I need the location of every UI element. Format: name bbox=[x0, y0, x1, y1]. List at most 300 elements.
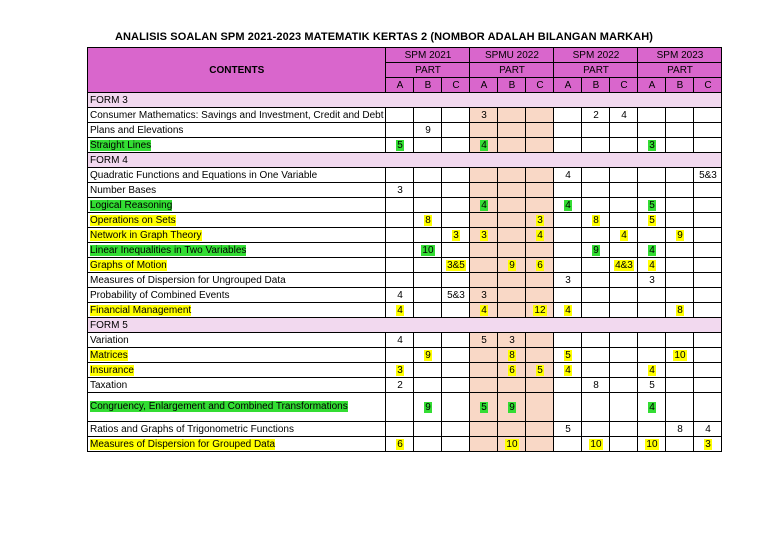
mark-cell bbox=[386, 378, 414, 393]
mark-cell bbox=[414, 243, 442, 258]
mark-cell bbox=[526, 393, 554, 422]
mark-cell bbox=[442, 348, 470, 363]
topic-cell bbox=[88, 378, 386, 393]
mark-cell bbox=[470, 303, 498, 318]
mark-cell bbox=[414, 228, 442, 243]
mark-cell bbox=[610, 228, 638, 243]
mark-cell bbox=[414, 333, 442, 348]
topic-cell bbox=[88, 273, 386, 288]
mark-cell bbox=[638, 168, 666, 183]
col-c-header: C bbox=[610, 78, 638, 93]
mark-value: 9 bbox=[425, 124, 431, 136]
mark-cell bbox=[414, 138, 442, 153]
mark-cell bbox=[498, 393, 526, 422]
mark-cell bbox=[582, 258, 610, 273]
mark-cell bbox=[414, 258, 442, 273]
mark-cell bbox=[666, 348, 694, 363]
col-a-header: A bbox=[638, 78, 666, 93]
mark-cell bbox=[442, 198, 470, 213]
mark-value: 3 bbox=[565, 274, 571, 286]
topic-cell bbox=[88, 228, 386, 243]
mark-cell bbox=[666, 273, 694, 288]
mark-cell bbox=[470, 108, 498, 123]
mark-cell bbox=[582, 138, 610, 153]
mark-cell bbox=[610, 378, 638, 393]
mark-cell bbox=[386, 138, 414, 153]
topic-label: Probability of Combined Events bbox=[90, 289, 230, 301]
mark-cell bbox=[386, 108, 414, 123]
mark-cell bbox=[386, 303, 414, 318]
mark-value: 8 bbox=[677, 304, 683, 316]
mark-cell bbox=[414, 393, 442, 422]
mark-cell bbox=[554, 258, 582, 273]
topic-label: Network in Graph Theory bbox=[90, 229, 202, 241]
analysis-table bbox=[87, 47, 722, 452]
mark-cell bbox=[610, 303, 638, 318]
mark-cell bbox=[526, 123, 554, 138]
topic-label: Quadratic Functions and Equations in One Variable bbox=[90, 169, 318, 181]
mark-cell bbox=[526, 273, 554, 288]
mark-cell bbox=[470, 393, 498, 422]
mark-cell bbox=[554, 183, 582, 198]
mark-value: 6 bbox=[509, 364, 515, 376]
mark-cell bbox=[638, 108, 666, 123]
mark-cell bbox=[554, 123, 582, 138]
mark-cell bbox=[610, 437, 638, 452]
mark-cell bbox=[498, 108, 526, 123]
table-row bbox=[88, 123, 722, 138]
mark-value: 5 bbox=[397, 139, 403, 151]
mark-cell bbox=[610, 213, 638, 228]
topic-cell bbox=[88, 437, 386, 452]
mark-value: 3 bbox=[705, 438, 711, 450]
mark-value: 3 bbox=[397, 184, 403, 196]
mark-cell bbox=[666, 123, 694, 138]
mark-cell bbox=[526, 183, 554, 198]
mark-value: 10 bbox=[590, 438, 602, 450]
mark-cell bbox=[694, 437, 722, 452]
mark-cell bbox=[666, 378, 694, 393]
part-header: PART bbox=[470, 63, 554, 78]
mark-cell bbox=[582, 378, 610, 393]
mark-cell bbox=[470, 138, 498, 153]
mark-cell bbox=[442, 273, 470, 288]
mark-cell bbox=[694, 228, 722, 243]
mark-cell bbox=[582, 183, 610, 198]
mark-cell bbox=[694, 288, 722, 303]
mark-cell bbox=[470, 228, 498, 243]
section-row bbox=[88, 318, 722, 333]
mark-cell bbox=[694, 243, 722, 258]
table-row bbox=[88, 273, 722, 288]
mark-cell bbox=[638, 437, 666, 452]
mark-cell bbox=[694, 393, 722, 422]
mark-cell bbox=[526, 258, 554, 273]
mark-cell bbox=[610, 123, 638, 138]
mark-cell bbox=[442, 378, 470, 393]
topic-label: Consumer Mathematics: Savings and Investment, Credit and Debt bbox=[90, 109, 384, 121]
mark-cell bbox=[414, 168, 442, 183]
mark-cell bbox=[694, 348, 722, 363]
mark-cell bbox=[666, 422, 694, 437]
year-header: SPM 2023 bbox=[638, 48, 722, 63]
mark-cell bbox=[386, 228, 414, 243]
topic-cell bbox=[88, 393, 386, 422]
mark-cell bbox=[498, 288, 526, 303]
page-title: ANALISIS SOALAN SPM 2021-2023 MATEMATIK KERTAS 2 (NOMBOR ADALAH BILANGAN MARKAH) bbox=[114, 31, 654, 43]
mark-value: 8 bbox=[593, 214, 599, 226]
mark-cell bbox=[414, 437, 442, 452]
mark-cell bbox=[610, 258, 638, 273]
mark-cell bbox=[386, 363, 414, 378]
mark-cell bbox=[582, 422, 610, 437]
mark-cell bbox=[442, 303, 470, 318]
mark-cell bbox=[470, 258, 498, 273]
mark-cell bbox=[498, 378, 526, 393]
part-header: PART bbox=[638, 63, 722, 78]
mark-cell bbox=[414, 348, 442, 363]
mark-cell bbox=[694, 258, 722, 273]
mark-value: 4 bbox=[537, 229, 543, 241]
topic-cell bbox=[88, 333, 386, 348]
mark-value: 3 bbox=[453, 229, 459, 241]
col-a-header: A bbox=[386, 78, 414, 93]
mark-cell bbox=[610, 138, 638, 153]
mark-value: 3 bbox=[537, 214, 543, 226]
mark-cell bbox=[666, 303, 694, 318]
mark-cell bbox=[610, 333, 638, 348]
mark-cell bbox=[498, 213, 526, 228]
mark-cell bbox=[526, 108, 554, 123]
mark-cell bbox=[470, 168, 498, 183]
mark-cell bbox=[694, 333, 722, 348]
mark-cell bbox=[554, 243, 582, 258]
mark-cell bbox=[638, 123, 666, 138]
mark-cell bbox=[442, 288, 470, 303]
mark-cell bbox=[694, 183, 722, 198]
mark-cell bbox=[638, 333, 666, 348]
mark-cell bbox=[582, 213, 610, 228]
table-row bbox=[88, 138, 722, 153]
mark-value: 2 bbox=[397, 379, 403, 391]
mark-cell bbox=[610, 198, 638, 213]
topic-label: Variation bbox=[90, 334, 129, 346]
topic-cell bbox=[88, 348, 386, 363]
mark-value: 4 bbox=[565, 169, 571, 181]
table-row bbox=[88, 437, 722, 452]
mark-cell bbox=[666, 108, 694, 123]
mark-value: 9 bbox=[509, 401, 515, 413]
mark-cell bbox=[666, 213, 694, 228]
mark-cell bbox=[694, 198, 722, 213]
mark-cell bbox=[582, 303, 610, 318]
mark-cell bbox=[498, 273, 526, 288]
mark-value: 5 bbox=[481, 401, 487, 413]
mark-cell bbox=[498, 348, 526, 363]
mark-cell bbox=[526, 303, 554, 318]
topic-cell bbox=[88, 422, 386, 437]
mark-value: 8 bbox=[425, 214, 431, 226]
mark-cell bbox=[414, 183, 442, 198]
mark-value: 3&5 bbox=[447, 259, 465, 271]
mark-value: 4 bbox=[481, 304, 487, 316]
mark-value: 4&3 bbox=[615, 259, 633, 271]
topic-label: Measures of Dispersion for Grouped Data bbox=[90, 438, 276, 450]
mark-value: 9 bbox=[425, 401, 431, 413]
mark-cell bbox=[582, 273, 610, 288]
mark-cell bbox=[694, 363, 722, 378]
table-row bbox=[88, 108, 722, 123]
col-c-header: C bbox=[442, 78, 470, 93]
mark-cell bbox=[694, 273, 722, 288]
mark-cell bbox=[666, 437, 694, 452]
mark-value: 9 bbox=[425, 349, 431, 361]
topic-cell bbox=[88, 168, 386, 183]
mark-cell bbox=[666, 183, 694, 198]
mark-cell bbox=[582, 333, 610, 348]
mark-cell bbox=[414, 363, 442, 378]
mark-cell bbox=[666, 258, 694, 273]
mark-cell bbox=[386, 393, 414, 422]
mark-cell bbox=[386, 422, 414, 437]
topic-label: Congruency, Enlargement and Combined Transformations bbox=[90, 401, 348, 412]
mark-cell bbox=[554, 168, 582, 183]
mark-cell bbox=[442, 333, 470, 348]
topic-cell bbox=[88, 198, 386, 213]
mark-cell bbox=[414, 108, 442, 123]
mark-cell bbox=[470, 348, 498, 363]
mark-cell bbox=[498, 138, 526, 153]
mark-cell bbox=[610, 183, 638, 198]
mark-cell bbox=[526, 213, 554, 228]
mark-cell bbox=[610, 288, 638, 303]
mark-value: 6 bbox=[397, 438, 403, 450]
mark-cell bbox=[414, 422, 442, 437]
topic-label: Taxation bbox=[90, 379, 128, 391]
topic-label: Measures of Dispersion for Ungrouped Data bbox=[90, 274, 286, 286]
mark-cell bbox=[470, 437, 498, 452]
mark-cell bbox=[470, 333, 498, 348]
section-label: FORM 3 bbox=[88, 93, 722, 108]
mark-cell bbox=[610, 393, 638, 422]
mark-cell bbox=[666, 363, 694, 378]
mark-cell bbox=[638, 138, 666, 153]
mark-cell bbox=[582, 228, 610, 243]
table-row bbox=[88, 228, 722, 243]
mark-value: 5 bbox=[649, 379, 655, 391]
mark-value: 10 bbox=[646, 438, 658, 450]
topic-cell bbox=[88, 288, 386, 303]
mark-cell bbox=[470, 273, 498, 288]
mark-value: 4 bbox=[649, 401, 655, 413]
mark-cell bbox=[554, 228, 582, 243]
mark-cell bbox=[442, 108, 470, 123]
mark-cell bbox=[666, 228, 694, 243]
mark-cell bbox=[414, 378, 442, 393]
mark-cell bbox=[414, 123, 442, 138]
mark-cell bbox=[554, 422, 582, 437]
mark-cell bbox=[610, 108, 638, 123]
mark-cell bbox=[526, 333, 554, 348]
mark-value: 5 bbox=[649, 214, 655, 226]
table-row bbox=[88, 168, 722, 183]
mark-value: 5 bbox=[481, 334, 487, 346]
topic-label: Linear Inequalities in Two Variables bbox=[90, 244, 247, 256]
mark-value: 4 bbox=[621, 229, 627, 241]
mark-cell bbox=[442, 123, 470, 138]
mark-value: 5&3 bbox=[447, 289, 465, 301]
mark-cell bbox=[582, 243, 610, 258]
mark-cell bbox=[610, 363, 638, 378]
mark-cell bbox=[414, 303, 442, 318]
mark-cell bbox=[554, 437, 582, 452]
mark-cell bbox=[442, 243, 470, 258]
section-row bbox=[88, 153, 722, 168]
table-row bbox=[88, 303, 722, 318]
mark-cell bbox=[442, 228, 470, 243]
mark-value: 3 bbox=[481, 289, 487, 301]
mark-cell bbox=[498, 228, 526, 243]
topic-label: Financial Management bbox=[90, 304, 192, 316]
mark-cell bbox=[498, 363, 526, 378]
section-label: FORM 4 bbox=[88, 153, 722, 168]
topic-cell bbox=[88, 213, 386, 228]
mark-value: 4 bbox=[397, 334, 403, 346]
mark-cell bbox=[582, 198, 610, 213]
topic-cell bbox=[88, 243, 386, 258]
mark-cell bbox=[554, 198, 582, 213]
mark-cell bbox=[414, 198, 442, 213]
mark-cell bbox=[498, 303, 526, 318]
mark-cell bbox=[610, 243, 638, 258]
mark-cell bbox=[414, 288, 442, 303]
mark-cell bbox=[638, 363, 666, 378]
mark-cell bbox=[498, 437, 526, 452]
mark-cell bbox=[442, 258, 470, 273]
mark-value: 4 bbox=[705, 423, 711, 435]
mark-cell bbox=[498, 243, 526, 258]
topic-label: Ratios and Graphs of Trigonometric Functions bbox=[90, 423, 294, 435]
mark-value: 4 bbox=[565, 364, 571, 376]
mark-cell bbox=[498, 198, 526, 213]
mark-cell bbox=[470, 378, 498, 393]
mark-value: 10 bbox=[422, 244, 434, 256]
mark-cell bbox=[498, 123, 526, 138]
mark-cell bbox=[554, 213, 582, 228]
mark-value: 3 bbox=[481, 229, 487, 241]
mark-cell bbox=[442, 393, 470, 422]
table-row bbox=[88, 363, 722, 378]
mark-cell bbox=[694, 168, 722, 183]
table-row bbox=[88, 288, 722, 303]
mark-cell bbox=[386, 168, 414, 183]
mark-cell bbox=[554, 378, 582, 393]
topic-label: Operations on Sets bbox=[90, 214, 176, 226]
mark-value: 9 bbox=[677, 229, 683, 241]
mark-cell bbox=[386, 258, 414, 273]
mark-cell bbox=[638, 213, 666, 228]
mark-cell bbox=[554, 288, 582, 303]
mark-cell bbox=[666, 393, 694, 422]
topic-label: Number Bases bbox=[90, 184, 157, 196]
topic-label: Straight Lines bbox=[90, 139, 152, 151]
mark-cell bbox=[638, 273, 666, 288]
mark-cell bbox=[526, 363, 554, 378]
mark-cell bbox=[554, 108, 582, 123]
mark-cell bbox=[526, 288, 554, 303]
mark-cell bbox=[526, 138, 554, 153]
topic-cell bbox=[88, 258, 386, 273]
mark-cell bbox=[442, 138, 470, 153]
mark-cell bbox=[498, 258, 526, 273]
mark-value: 9 bbox=[593, 244, 599, 256]
mark-cell bbox=[386, 348, 414, 363]
table-row bbox=[88, 333, 722, 348]
mark-value: 4 bbox=[565, 199, 571, 211]
mark-cell bbox=[582, 393, 610, 422]
mark-cell bbox=[554, 138, 582, 153]
mark-value: 4 bbox=[649, 259, 655, 271]
mark-cell bbox=[666, 288, 694, 303]
mark-cell bbox=[470, 288, 498, 303]
mark-cell bbox=[694, 213, 722, 228]
mark-cell bbox=[442, 437, 470, 452]
mark-cell bbox=[694, 108, 722, 123]
topic-cell bbox=[88, 183, 386, 198]
mark-cell bbox=[554, 333, 582, 348]
mark-cell bbox=[694, 422, 722, 437]
mark-value: 4 bbox=[621, 109, 627, 121]
mark-cell bbox=[554, 393, 582, 422]
mark-value: 4 bbox=[565, 304, 571, 316]
mark-cell bbox=[638, 288, 666, 303]
mark-cell bbox=[638, 243, 666, 258]
mark-cell bbox=[666, 243, 694, 258]
topic-label: Graphs of Motion bbox=[90, 259, 167, 271]
mark-cell bbox=[666, 138, 694, 153]
mark-cell bbox=[526, 437, 554, 452]
table-row bbox=[88, 183, 722, 198]
mark-value: 8 bbox=[677, 423, 683, 435]
mark-cell bbox=[526, 422, 554, 437]
mark-cell bbox=[666, 333, 694, 348]
mark-cell bbox=[442, 183, 470, 198]
mark-cell bbox=[638, 378, 666, 393]
mark-value: 5 bbox=[565, 423, 571, 435]
col-a-header: A bbox=[470, 78, 498, 93]
col-a-header: A bbox=[554, 78, 582, 93]
mark-value: 10 bbox=[674, 349, 686, 361]
mark-cell bbox=[582, 348, 610, 363]
table-row bbox=[88, 348, 722, 363]
mark-value: 3 bbox=[509, 334, 515, 346]
section-row bbox=[88, 93, 722, 108]
topic-cell bbox=[88, 303, 386, 318]
mark-cell bbox=[470, 198, 498, 213]
mark-value: 3 bbox=[481, 109, 487, 121]
year-header: SPM 2021 bbox=[386, 48, 470, 63]
mark-cell bbox=[386, 437, 414, 452]
mark-value: 3 bbox=[649, 139, 655, 151]
mark-value: 8 bbox=[509, 349, 515, 361]
mark-cell bbox=[666, 168, 694, 183]
mark-value: 5&3 bbox=[699, 169, 717, 181]
mark-cell bbox=[526, 378, 554, 393]
mark-value: 6 bbox=[537, 259, 543, 271]
table-row bbox=[88, 198, 722, 213]
mark-cell bbox=[442, 168, 470, 183]
topic-label: Matrices bbox=[90, 349, 128, 361]
